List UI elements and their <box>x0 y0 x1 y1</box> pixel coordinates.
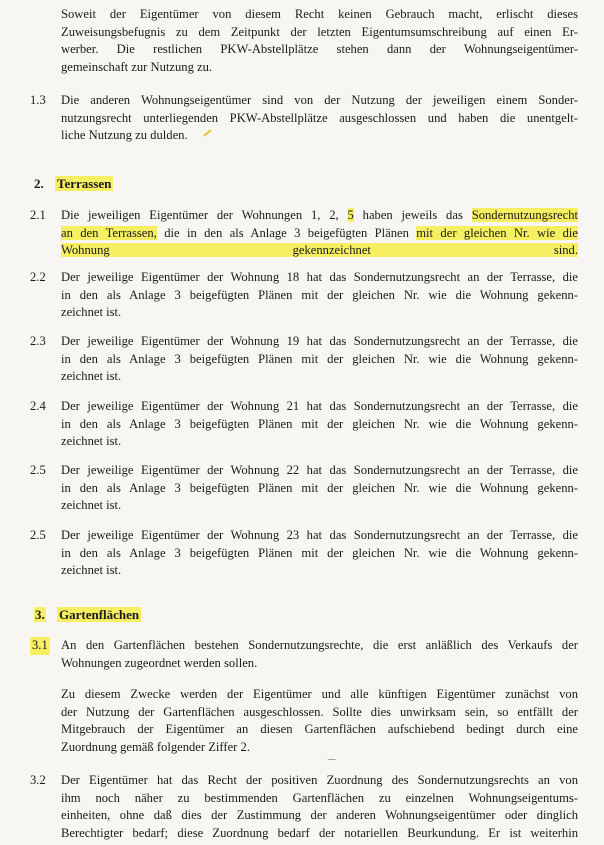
clause-number: 3.1 <box>30 637 50 655</box>
text-run: Die jeweiligen Eigentümer der Wohnungen 1, 2, <box>61 208 348 222</box>
text-line: Der jeweilige Eigentümer der Wohnung 19 hat das Sondernutzungsrecht an der Terrasse, die <box>61 334 578 348</box>
text-line: der Nutzung der Gartenflächen ausgeschlossen. Sollte dies unwirksam sein, so entfällt der <box>61 704 578 719</box>
text-run: die in den als Anlage 3 beigefügten Plänen <box>156 225 417 240</box>
text-line <box>61 242 578 260</box>
text-line: in den als Anlage 3 beigefügten Plänen mit der gleichen Nr. wie die Wohnung gekenn- <box>61 480 578 495</box>
text-line: Der jeweilige Eigentümer der Wohnung 23 hat das Sondernutzungsrecht an der Terrasse, die <box>61 528 578 542</box>
text-line <box>61 225 578 243</box>
section-heading <box>34 606 141 624</box>
text-line: Zu diesem Zwecke werden der Eigentümer und alle künftigen Eigentümer zunächst von <box>61 687 578 701</box>
text-line: zeichnet ist. <box>61 434 122 448</box>
text-line: in den als Anlage 3 beigefügten Plänen mit der gleichen Nr. wie die Wohnung gekenn- <box>61 351 578 366</box>
text-line: liche Nutzung zu dulden. <box>61 128 188 142</box>
clause-2-5-b <box>61 527 578 580</box>
text-line: Der jeweilige Eigentümer der Wohnung 21 hat das Sondernutzungsrecht an der Terrasse, die <box>61 399 578 413</box>
text-line: Soweit der Eigentümer von diesem Recht keinen Gebrauch macht, erlischt dieses <box>61 7 578 21</box>
text-line: gemeinschaft zur Nutzung zu. <box>61 59 213 74</box>
text-line: Berechtigter bedarf; diese Zuordnung bedarf der notariellen Beurkundung. Er ist weiterhin <box>61 825 578 840</box>
text-run: haben jeweils das <box>353 208 472 222</box>
section-number: 2. <box>34 176 44 191</box>
text-line: zeichnet ist. <box>61 498 122 512</box>
text-line: in den als Anlage 3 beigefügten Plänen mit der gleichen Nr. wie die Wohnung gekenn- <box>61 287 578 302</box>
text-line: in den als Anlage 3 beigefügten Plänen mit der gleichen Nr. wie die Wohnung gekenn- <box>61 416 578 431</box>
text-line: zeichnet ist. <box>61 369 122 383</box>
text-line: Zuordnung gemäß folgender Ziffer 2. <box>61 739 250 754</box>
section-title: Terrassen <box>57 176 112 191</box>
text-line: ihm noch näher zu bestimmenden Gartenflächen zu einzelnen Wohnungseigentums- <box>61 790 578 805</box>
section-title: Gartenflächen <box>59 607 140 622</box>
section-number: 3. <box>35 607 45 622</box>
text-line: zeichnet ist. <box>61 563 122 577</box>
text-line: Mitgebrauch der Eigentümer an diesen Gartenflächen aufschiebend bedingt durch eine <box>61 722 578 736</box>
clause-2-5-a <box>61 462 578 515</box>
text-line: Der jeweilige Eigentümer der Wohnung 18 hat das Sondernutzungsrecht an der Terrasse, die <box>61 270 578 284</box>
clause-number: 1.3 <box>30 93 46 107</box>
clause-3-1-paragraph-2 <box>61 686 578 756</box>
stray-mark: ‾‾ <box>328 759 336 771</box>
text-line: Der Eigentümer hat das Recht der positiven Zuordnung des Sondernutzungsrechts an von <box>61 773 578 787</box>
highlighted-text: an den Terrassen, <box>61 225 157 240</box>
clause-3-2 <box>61 772 578 842</box>
text-line: in den als Anlage 3 beigefügten Plänen mit der gleichen Nr. wie die Wohnung gekenn- <box>61 545 578 560</box>
clause-2-2 <box>61 269 578 322</box>
text-line: Der jeweilige Eigentümer der Wohnung 22 hat das Sondernutzungsrecht an der Terrasse, die <box>61 463 578 477</box>
clause-number: 2.3 <box>30 334 46 348</box>
clause-number: 3.2 <box>30 773 46 787</box>
highlighted-text: Sondernutzungsrecht <box>471 208 579 222</box>
clause-number: 2.1 <box>30 208 46 222</box>
clause-2-1 <box>61 207 578 260</box>
clause-3-1 <box>61 637 578 672</box>
highlighted-text: mit der gleichen Nr. wie die <box>416 225 578 240</box>
clause-number: 2.5 <box>30 463 46 477</box>
text-line: einheiten, ohne daß dies der Zustimmung der anderen Wohnungseigentümer oder dinglich <box>61 808 578 822</box>
text-line: Zuweisungsbefugnis zu dem Zeitpunkt der letzten Eigentumsumschreibung auf einen Er- <box>61 24 578 39</box>
text-line: werber. Die restlichen PKW-Abstellplätze stehen dann der Wohnungseigentümer- <box>61 42 578 56</box>
text-line: nutzungsrecht unterliegenden PKW-Abstellplätze ausgeschlossen und haben die unentgelt- <box>61 110 578 125</box>
clause-1-3 <box>61 92 578 145</box>
clause-2-3 <box>61 333 578 386</box>
highlighted-text: Wohnung gekennzeichnet sind. <box>61 243 578 257</box>
text-line <box>61 207 578 225</box>
clause-number: 2.2 <box>30 270 46 284</box>
text-line: Wohnungen zugeordnet werden sollen. <box>61 655 258 670</box>
text-line: Die anderen Wohnungseigentümer sind von der Nutzung der jeweiligen einem Sonder- <box>61 93 578 107</box>
highlighted-text: 5 <box>347 208 354 222</box>
clause-number: 2.5 <box>30 528 46 542</box>
clause-number: 2.4 <box>30 399 46 413</box>
clause-2-4 <box>61 398 578 451</box>
text-line: An den Gartenflächen bestehen Sondernutzungsrechte, die erst anläßlich des Verkaufs der <box>61 638 578 652</box>
intro-paragraph <box>61 6 578 76</box>
text-line: zeichnet ist. <box>61 305 122 319</box>
section-heading <box>34 175 113 193</box>
